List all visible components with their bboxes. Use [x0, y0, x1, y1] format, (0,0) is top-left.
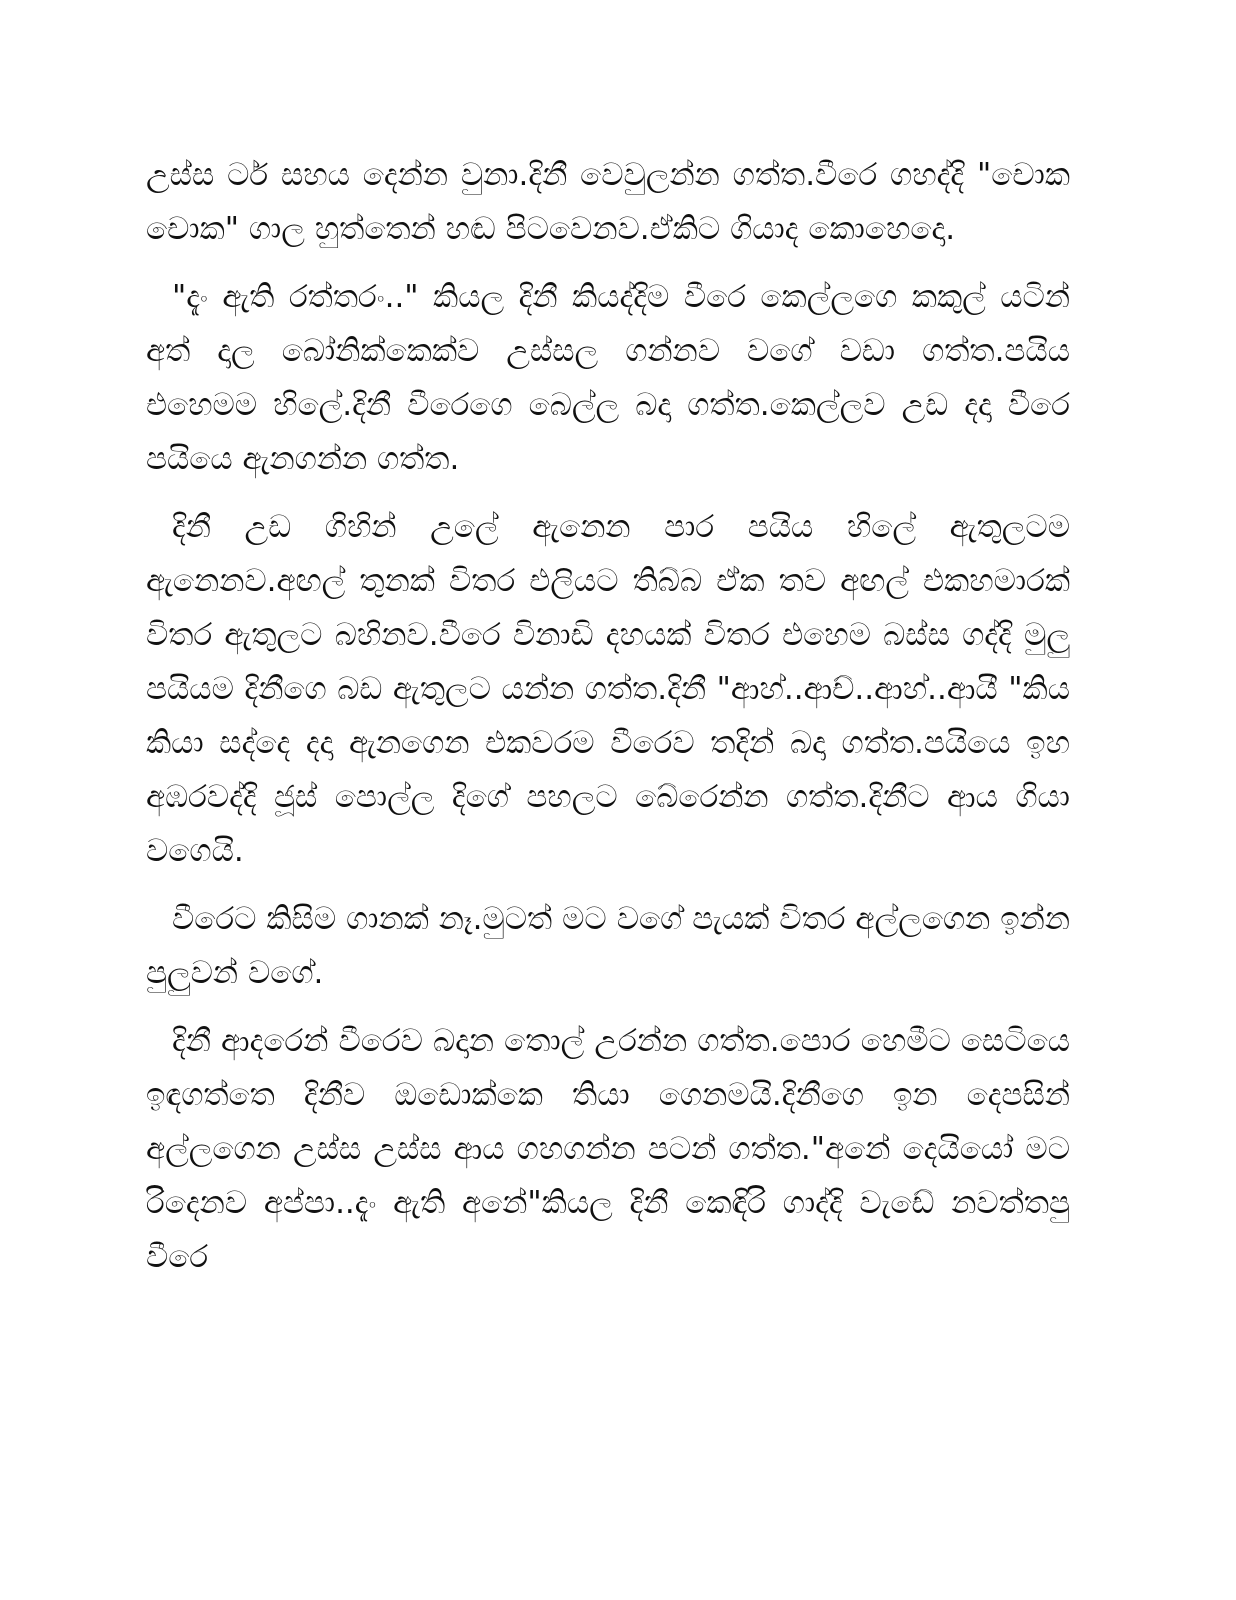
- paragraph-3: දිනී උඩ ගිහින් උලේ ඇනෙන පාර පයිය හිලේ ඇතුලටම ඇනෙනව.අඟල් තුනක් විතර එලියට තිබ්බ ඒක තව අඟල් එකහමාරක් විතර ඇතුලට බහිනව.වීරෙ විනාඩි දහයක් විතර එහෙම බස්ස ගද්දි මුලු පයියම දිනීගෙ බඩ ඇතුලට යන්න ගත්ත.දිනී "ආහ්..ආච්..ආහ්..ආයී "කිය කියා සද්දෙ දදා ඇනගෙන එකවරම වීරෙව තදින් බදා ගත්ත.පයියෙ ඉහ අඹරවද්දි ජූස් පොල්ල දිගේ පහලට බේරෙන්න ගත්ත.දිනීට ආය ගියා වගෙයි.: [146, 509, 1070, 869]
- paragraph-4: වීරෙට කිසිම ගානක් නෑ.මුටත් මට වගේ පැයක් විතර අල්ලගෙන ඉන්න පුලුවන් වගේ.: [146, 901, 1070, 991]
- paragraph-5: දිනී ආදරෙන් වීරෙව බදාන තොල් උරන්න ගත්ත.පොර හෙමීට සෙටියෙ ඉඳගත්තෙ දිනීව ඔඩොක්කෙ තියා ගෙනමයි.දිනීගෙ ඉන දෙපසින් අල්ලගෙන උස්ස උස්ස ආය ගහගන්න පටන් ගත්ත."අනේ දෙයියෝ මට රිදෙනව අප්පා..දැං ඇති අනේ"කියල දිනී කෙඳිරි ගාද්දි වැඩේ නවත්තපු වීරෙ: [146, 1023, 1070, 1275]
- document-page: [146, 148, 1070, 1298]
- paragraph-1: උස්ස ර්ට සහය දෙන්න වුනා.දිනී වෙවුලන්න ගත්ත.වීරෙ ගහද්දි "චොක චොක" ගාල හුත්තෙන් හඬ පිටවෙනව.ඒකිට ගියාද කොහෙදො.: [146, 157, 1070, 247]
- paragraph-2: "දැං ඇති රත්තරං.." කියල දිනී කියද්දිම වීරෙ කෙල්ලගෙ කකුල් යටින් අත් දාල බෝනික්කෙක්ව උස්සල ගන්නව වගේ වඩා ගත්ත.පයිය එහෙමම හිලේ.දිනී වීරෙගෙ බෙල්ල බදා ගත්ත.කෙල්ලව උඩ දදා වීරෙ පයියෙ ඇනගන්න ගත්ත.: [146, 279, 1070, 477]
